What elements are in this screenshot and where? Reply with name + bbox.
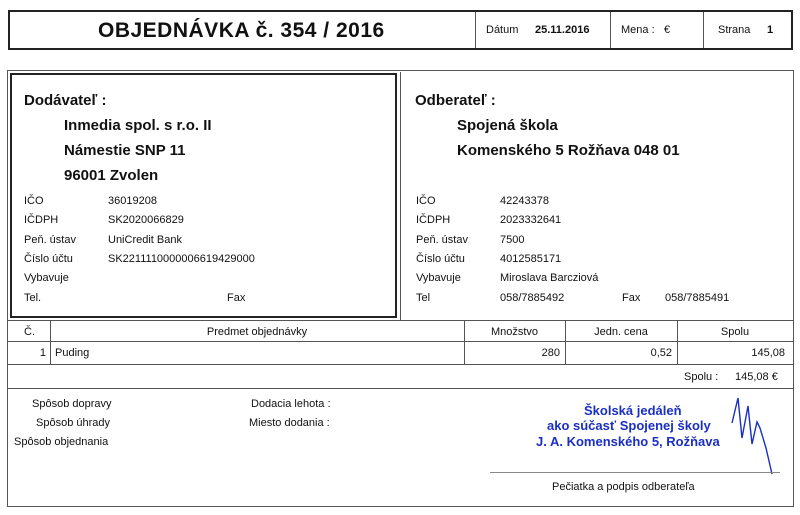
signature-caption: Pečiatka a podpis odberateľa xyxy=(552,481,695,493)
customer-tel-value: 058/7885492 xyxy=(500,292,565,304)
supplier-fax-label: Fax xyxy=(227,292,246,304)
supplier-bank-value: UniCredit Bank xyxy=(108,234,182,246)
supplier-icdph-value: SK2020066829 xyxy=(108,214,184,226)
col-header-unit-price: Jedn. cena xyxy=(594,326,648,338)
table-header-rule xyxy=(8,341,793,342)
row-total: 145,08 xyxy=(751,347,785,359)
currency-label: Mena : xyxy=(621,24,655,36)
supplier-street: Námestie SNP 11 xyxy=(64,142,186,159)
header-divider xyxy=(703,12,704,48)
stamp-line-3: J. A. Komenského 5, Rožňava xyxy=(536,434,720,449)
currency-value: € xyxy=(664,24,671,36)
stamp-line-1: Školská jedáleň xyxy=(584,403,682,418)
row-quantity: 280 xyxy=(541,347,560,359)
col-header-quantity: Množstvo xyxy=(490,326,539,338)
signature xyxy=(700,378,790,478)
table-body-rule xyxy=(8,364,793,365)
page-value: 1 xyxy=(767,24,774,36)
supplier-account-label: Číslo účtu xyxy=(24,253,73,265)
supplier-handler-label: Vybavuje xyxy=(24,272,69,284)
signature-line xyxy=(490,472,780,473)
supplier-name: Inmedia spol. s r.o. II xyxy=(64,117,212,134)
customer-account-value: 4012585171 xyxy=(500,253,562,265)
supplier-tel-label: Tel. xyxy=(24,292,42,304)
customer-address: Komenského 5 Rožňava 048 01 xyxy=(457,142,680,159)
document-title: OBJEDNÁVKA č. 354 / 2016 xyxy=(98,19,385,42)
supplier-ico-value: 36019208 xyxy=(108,195,157,207)
customer-icdph-value: 2023332641 xyxy=(500,214,562,226)
col-header-item: Predmet objednávky xyxy=(206,326,308,338)
customer-fax-label: Fax xyxy=(622,292,641,304)
customer-icdph-label: IČDPH xyxy=(416,214,451,226)
customer-tel-label: Tel xyxy=(416,292,431,304)
customer-handler-label: Vybavuje xyxy=(416,272,461,284)
supplier-icdph-label: IČDPH xyxy=(24,214,59,226)
delivery-place-label: Miesto dodania : xyxy=(249,417,330,429)
payment-label: Spôsob úhrady xyxy=(36,417,110,429)
row-number: 1 xyxy=(39,347,46,359)
supplier-heading: Dodávateľ : xyxy=(24,92,107,109)
sum-value: 145,08 € xyxy=(735,371,778,383)
customer-bank-value: 7500 xyxy=(500,234,525,246)
row-item: Puding xyxy=(55,347,90,359)
header-divider xyxy=(475,12,476,48)
order-method-label: Spôsob objednania xyxy=(14,436,109,448)
row-unit-price: 0,52 xyxy=(650,347,672,359)
supplier-city: 96001 Zvolen xyxy=(64,167,159,184)
date-label: Dátum xyxy=(486,24,519,36)
customer-heading: Odberateľ : xyxy=(415,92,496,109)
section-divider xyxy=(400,72,401,320)
customer-account-label: Číslo účtu xyxy=(416,253,465,265)
supplier-bank-label: Peň. ústav xyxy=(24,234,76,246)
header-divider xyxy=(610,12,611,48)
page-label: Strana xyxy=(718,24,751,36)
customer-name: Spojená škola xyxy=(457,117,558,134)
customer-ico-label: IČO xyxy=(416,195,436,207)
stamp-line-2: ako súčasť Spojenej školy xyxy=(547,418,711,433)
col-header-number: Č. xyxy=(24,326,35,338)
customer-fax-value: 058/7885491 xyxy=(665,292,730,304)
customer-ico-value: 42243378 xyxy=(500,195,549,207)
date-value: 25.11.2016 xyxy=(535,24,590,36)
table-sum-rule xyxy=(8,388,793,389)
customer-handler-value: Miroslava Barcziová xyxy=(500,272,599,284)
col-header-total: Spolu xyxy=(720,326,750,338)
supplier-account-value: SK2211110000006619429000 xyxy=(108,253,255,265)
sum-label: Spolu : xyxy=(684,371,719,383)
delivery-label: Spôsob dopravy xyxy=(32,398,112,410)
deadline-label: Dodacia lehota : xyxy=(251,398,331,410)
table-top-rule xyxy=(8,320,793,321)
customer-bank-label: Peň. ústav xyxy=(416,234,468,246)
supplier-ico-label: IČO xyxy=(24,195,44,207)
